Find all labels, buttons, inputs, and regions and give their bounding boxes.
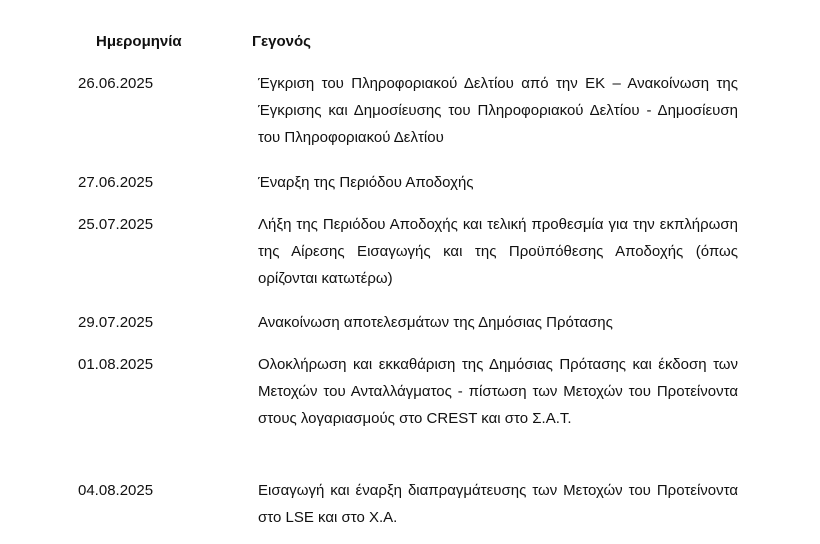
row-event: Ανακοίνωση αποτελεσμάτων της Δημόσιας Πρότασης [258, 314, 613, 331]
event-column-header: Γεγονός [252, 33, 311, 50]
row-date: 29.07.2025 [78, 314, 154, 331]
row-date: 25.07.2025 [78, 216, 154, 233]
row-date: 27.06.2025 [78, 174, 154, 191]
row-event: Έγκριση του Πληροφοριακού Δελτίου από την ΕΚ – Ανακοίνωση της Έγκρισης και Δημοσίευσης του Πληροφοριακού Δελτίου - Δημοσίευση του Πληροφοριακού Δελτίου [258, 75, 738, 146]
row-event: Έναρξη της Περιόδου Αποδοχής [258, 174, 474, 191]
row-event: Ολοκλήρωση και εκκαθάριση της Δημόσιας Πρότασης και έκδοση των Μετοχών του Ανταλλάγματος - πίστωση των Μετοχών του Προτείνοντα στους λογαριασμούς στο CREST και στο Σ.Α.Τ. [258, 356, 738, 427]
row-event: Λήξη της Περιόδου Αποδοχής και τελική προθεσμία για την εκπλήρωση της Αίρεσης Εισαγωγής και της Προϋπόθεσης Αποδοχής (όπως ορίζονται κατωτέρω) [258, 216, 738, 287]
date-column-header: Ημερομηνία [96, 33, 182, 50]
table-header [0, 32, 820, 52]
row-date: 04.08.2025 [78, 482, 154, 499]
row-date: 26.06.2025 [78, 75, 154, 92]
row-date: 01.08.2025 [78, 356, 154, 373]
row-event: Εισαγωγή και έναρξη διαπραγμάτευσης των Μετοχών του Προτείνοντα στο LSE και στο Χ.Α. [258, 482, 738, 526]
